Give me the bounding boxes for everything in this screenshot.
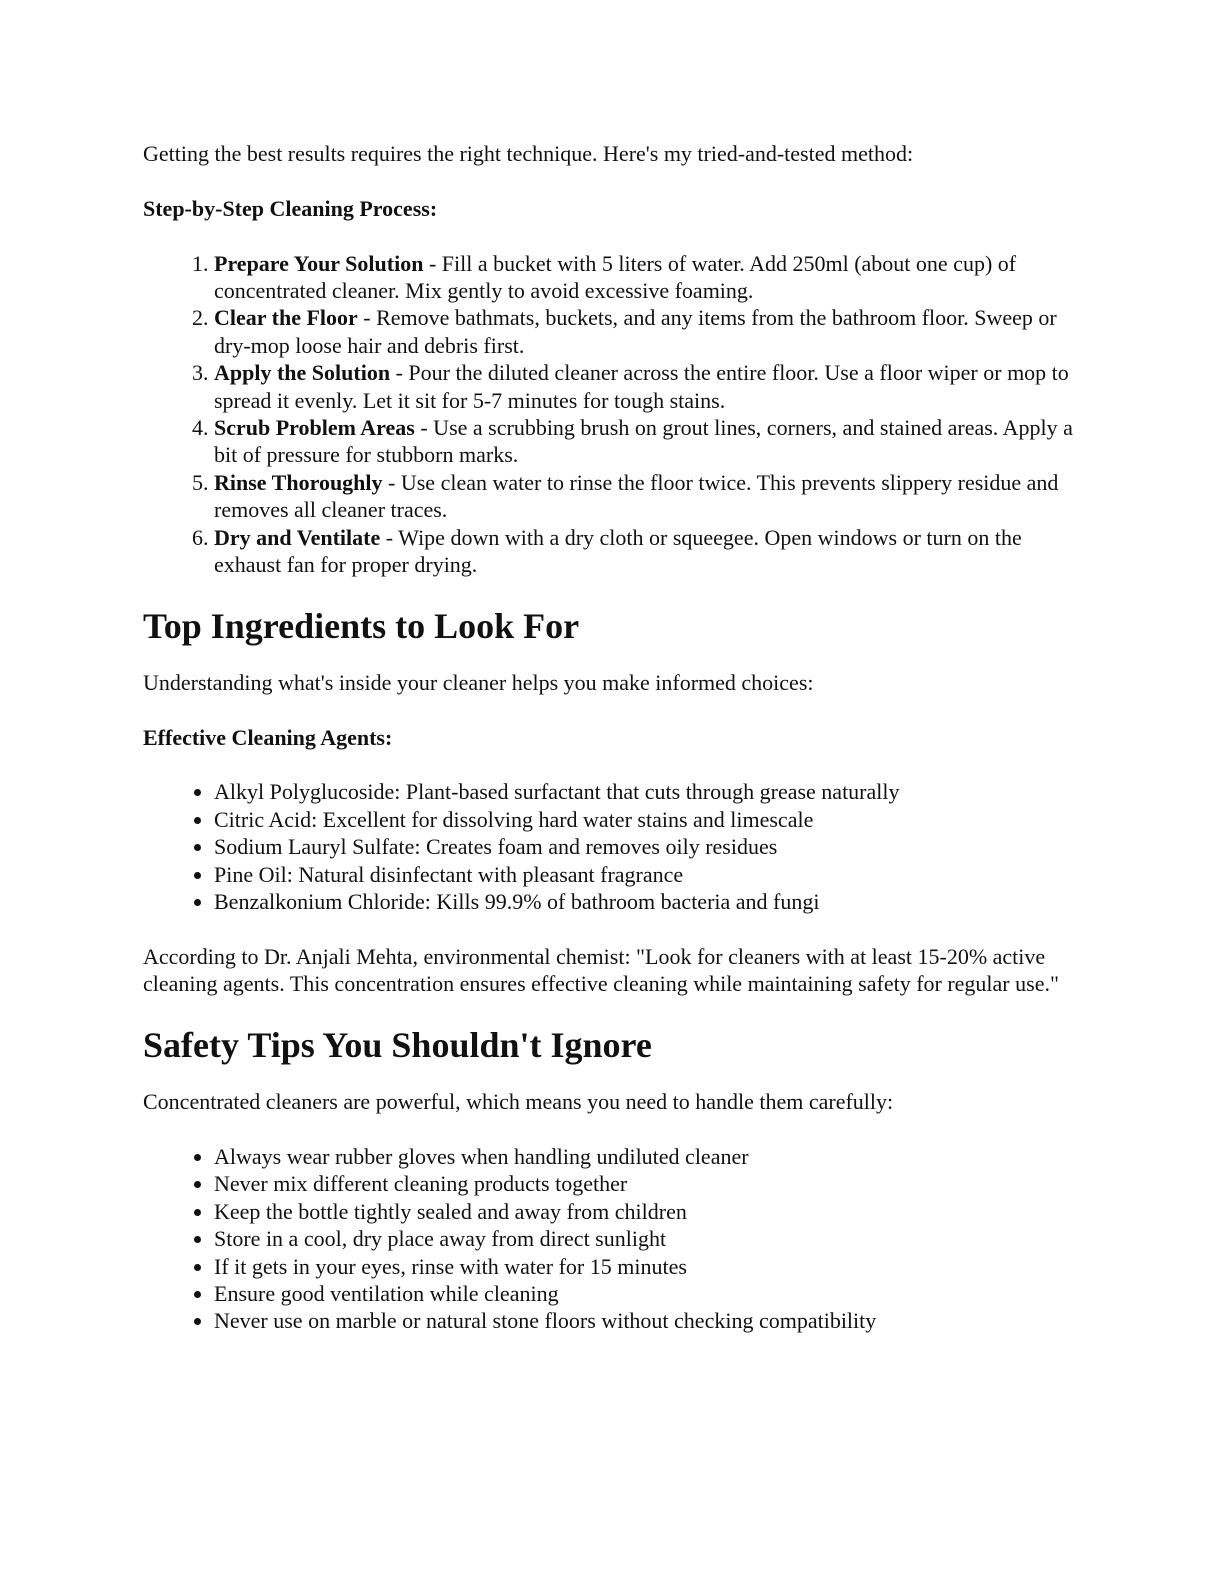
safety-item: • Never mix different cleaning products together — [214, 1170, 1083, 1197]
step-text: - Remove bathmats, buckets, and any items from the bathroom floor. Sweep or dry-mop loose hair and debris first. — [214, 305, 1057, 358]
ingredients-heading: Top Ingredients to Look For — [143, 605, 580, 646]
step-text: - Use clean water to rinse the floor twice. This prevents slippery residue and removes all cleaner traces. — [214, 469, 1059, 523]
step-title: Rinse Thoroughly — [214, 469, 383, 495]
step-text: - Fill a bucket with 5 liters of water. Add 250ml (about one cup) of concentrated cleaner. Mix gently to avoid excessive foaming. — [214, 250, 1017, 303]
safety-item: • Always wear rubber gloves when handling undiluted cleaner — [214, 1143, 1083, 1170]
step-item — [214, 304, 1083, 359]
expert-quote: According to Dr. Anjali Mehta, environmental chemist: "Look for cleaners with at least 15-20% active cleaning agents. This concentration ensures effective cleaning while maintaining safety for regular use." — [143, 943, 1059, 997]
document-page — [143, 140, 1083, 1362]
steps-list — [143, 250, 1083, 579]
intro-paragraph: Getting the best results requires the right technique. Here's my tried-and-tested method: — [143, 141, 914, 166]
ingredient-item: • Sodium Lauryl Sulfate: Creates foam and removes oily residues — [214, 833, 1083, 860]
step-item — [214, 469, 1083, 524]
safety-heading: Safety Tips You Shouldn't Ignore — [143, 1025, 652, 1066]
step-item — [214, 524, 1083, 579]
step-item — [214, 359, 1083, 414]
step-text: - Use a scrubbing brush on grout lines, corners, and stained areas. Apply a bit of pressure for stubborn marks. — [214, 415, 1073, 468]
step-item — [214, 250, 1083, 305]
step-title: Clear the Floor — [214, 305, 358, 331]
step-title: Apply the Solution — [214, 360, 391, 386]
safety-list — [143, 1143, 1083, 1335]
safety-item: • Store in a cool, dry place away from direct sunlight — [214, 1225, 1083, 1252]
ingredients-subtitle: Effective Cleaning Agents: — [143, 724, 393, 750]
step-item — [214, 414, 1083, 469]
step-text: - Pour the diluted cleaner across the entire floor. Use a floor wiper or mop to spread it evenly. Let it sit for 5-7 minutes for tough stains. — [214, 360, 1069, 413]
step-title: Prepare Your Solution — [214, 250, 424, 276]
ingredients-intro: Understanding what's inside your cleaner helps you make informed choices: — [143, 669, 814, 695]
safety-item: • Never use on marble or natural stone floors without checking compatibility — [214, 1307, 1083, 1334]
safety-item: • Ensure good ventilation while cleaning — [214, 1280, 1083, 1307]
ingredient-item: • Alkyl Polyglucoside: Plant-based surfactant that cuts through grease naturally — [214, 778, 1083, 805]
step-title: Dry and Ventilate — [214, 524, 381, 550]
ingredient-item: • Benzalkonium Chloride: Kills 99.9% of bathroom bacteria and fungi — [214, 888, 1083, 915]
ingredient-item: • Pine Oil: Natural disinfectant with pleasant fragrance — [214, 861, 1083, 888]
steps-title: Step-by-Step Cleaning Process: — [143, 195, 438, 221]
safety-item: • Keep the bottle tightly sealed and away from children — [214, 1198, 1083, 1225]
safety-intro: Concentrated cleaners are powerful, which means you need to handle them carefully: — [143, 1089, 894, 1115]
step-text: - Wipe down with a dry cloth or squeegee. Open windows or turn on the exhaust fan for proper drying. — [214, 524, 1022, 578]
step-title: Scrub Problem Areas — [214, 415, 415, 441]
ingredient-item: • Citric Acid: Excellent for dissolving hard water stains and limescale — [214, 806, 1083, 833]
safety-item: • If it gets in your eyes, rinse with water for 15 minutes — [214, 1253, 1083, 1280]
ingredients-list — [143, 778, 1083, 915]
